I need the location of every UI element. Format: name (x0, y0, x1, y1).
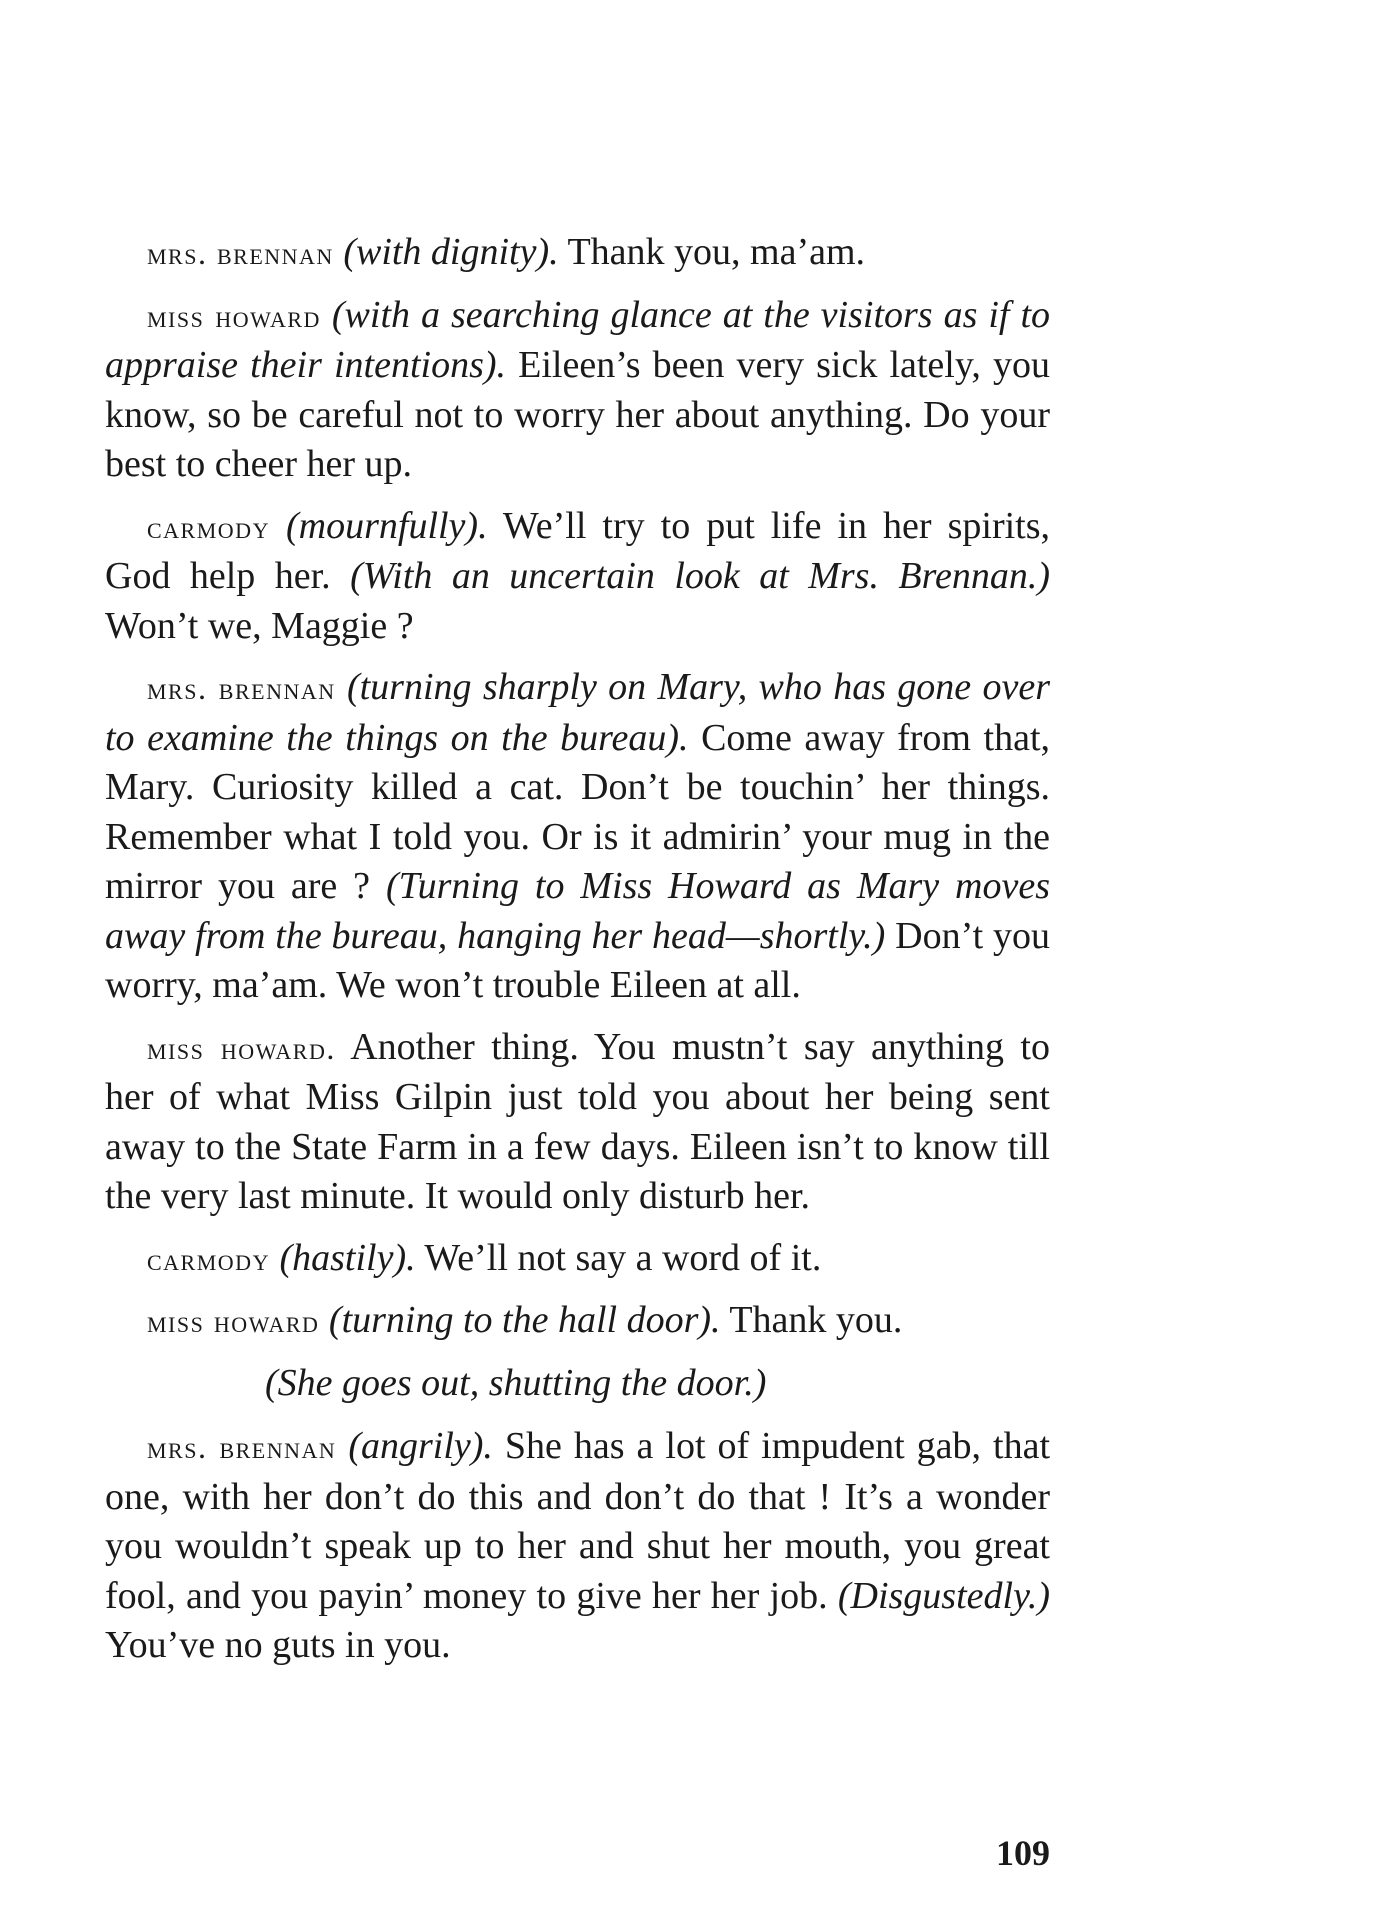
speaker-name: mrs. brennan (147, 1429, 337, 1465)
dialogue-text: We’ll try to put life in her spirits, God help her. (105, 504, 1051, 597)
dialogue-text: Come away from that, Mary. Curiosity killed a cat. Don’t be touchin’ her things. Remember what I told you. Or is it admirin’ your mug in the mirror you are ? (105, 716, 1050, 907)
dialogue-paragraph (105, 228, 1050, 279)
dialogue-paragraph (105, 1422, 1050, 1671)
stage-direction: (mournfully). (286, 504, 488, 547)
stage-direction: (Turning to Miss Howard as Mary moves away from the bureau, hanging her head—shortly.) (105, 865, 1050, 957)
speaker-name: mrs. brennan (147, 235, 334, 271)
stage-direction: (turning to the hall door). (328, 1299, 721, 1341)
speaker-name: mrs. brennan (147, 670, 336, 706)
dialogue-text: Thank you. (720, 1299, 903, 1341)
play-text (105, 228, 1050, 1683)
stage-direction: (angrily). (348, 1425, 493, 1467)
page-number: 109 (996, 1833, 1050, 1873)
speaker-name: miss howard (147, 297, 321, 334)
dialogue-text: We’ll not say a word of it. (415, 1236, 822, 1279)
dialogue-text: Eileen’s been very sick lately, you know, so be careful not to worry her about anything. Do your best to cheer her up. (105, 344, 1050, 485)
dialogue-paragraph (105, 1023, 1050, 1222)
dialogue-text: Another thing. You mustn’t say anything to her of what Miss Gilpin just told you about her being sent away to the State Farm in a few days. Eileen isn’t to know till the very last minute. It would only disturb her. (105, 1025, 1050, 1217)
dialogue-paragraph (105, 663, 1050, 1011)
standalone-stage-direction: (She goes out, shutting the door.) (265, 1361, 767, 1404)
dialogue-text: You’ve no guts in you. (105, 1624, 451, 1666)
stage-direction: (hastily). (279, 1236, 416, 1279)
speaker-name: miss howard. (147, 1029, 336, 1066)
dialogue-text: Thank you, ma’am. (558, 231, 866, 273)
dialogue-text: She has a lot of impudent gab, that one, with her don’t do this and don’t do that ! It’s a wonder you wouldn’t speak up to her and shut her mouth, you great fool, and you payin’ money to give her her job. (105, 1425, 1051, 1617)
stage-direction: (turning sharply on Mary, who has gone over to examine the things on the bureau). (105, 666, 1051, 759)
dialogue-paragraph (105, 1296, 1050, 1347)
dialogue-text: Don’t you worry, ma’am. We won’t trouble Eileen at all. (105, 914, 1050, 1006)
stage-direction: (Disgustedly.) (837, 1574, 1050, 1617)
dialogue-text: Won’t we, Maggie ? (105, 604, 414, 647)
stage-direction: (with a searching glance at the visitors as if to appraise their intentions). (105, 293, 1050, 386)
dialogue-paragraph (105, 502, 1050, 652)
dialogue-paragraph (105, 1234, 1050, 1285)
speaker-name: carmody (147, 1240, 270, 1277)
speaker-name: carmody (147, 508, 270, 545)
dialogue-paragraph (105, 291, 1050, 490)
stage-direction: (with dignity). (343, 231, 559, 273)
speaker-name: miss howard (147, 1303, 320, 1339)
stage-direction: (With an uncertain look at Mrs. Brennan.) (350, 555, 1050, 597)
